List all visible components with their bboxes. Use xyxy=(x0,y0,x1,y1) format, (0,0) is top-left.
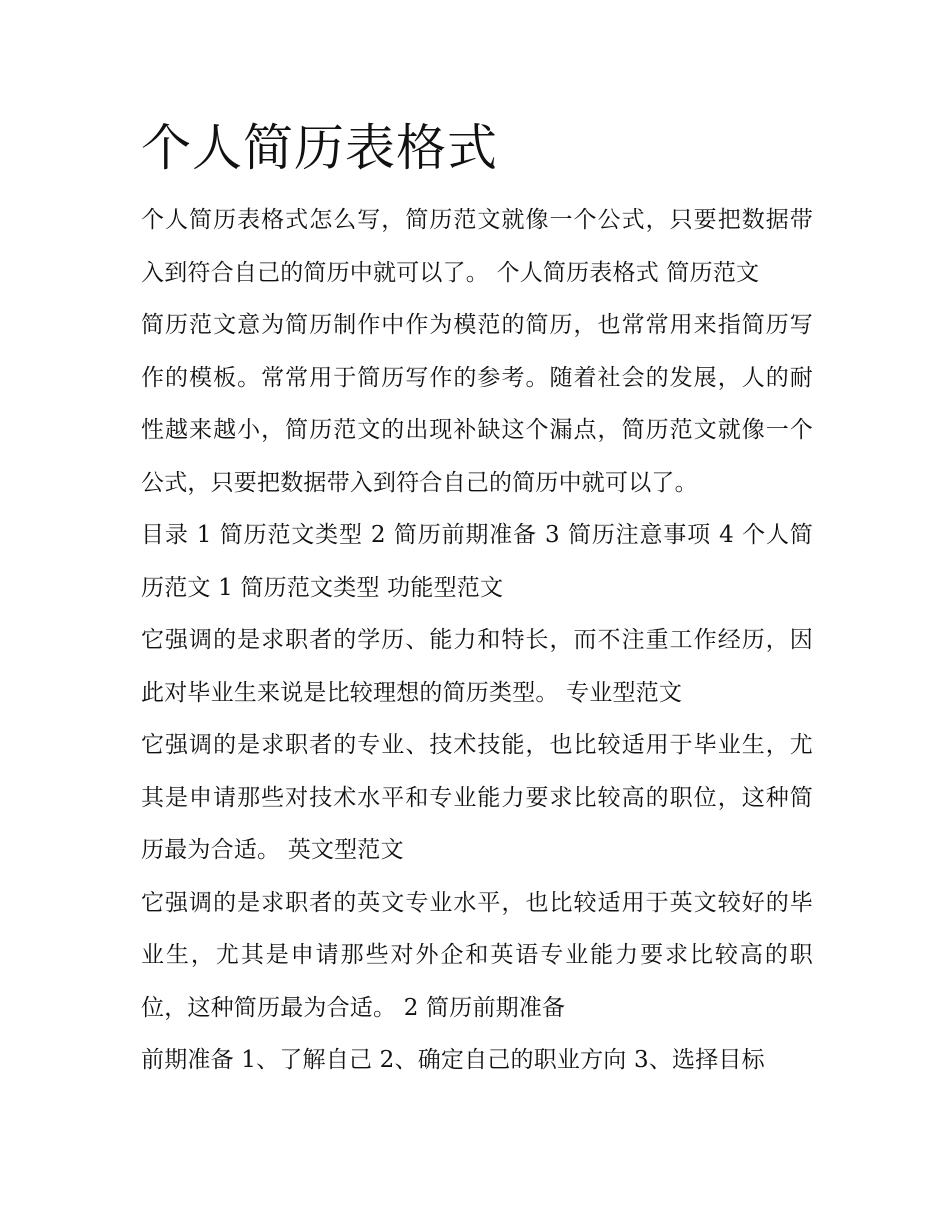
paragraph-professional-type: 它强调的是求职者的专业、技术技能，也比较适用于毕业生，尤其是申请那些对技术水平和专业能力要求比较高的职位，这种简历最为合适。 英文型范文 xyxy=(141,732,813,863)
paragraph-functional-type: 它强调的是求职者的学历、能力和特长，而不注重工作经历，因此对毕业生来说是比较理想的简历类型。 专业型范文 xyxy=(141,627,813,706)
document-page xyxy=(141,112,813,1087)
paragraph-preparation: 前期准备 1、了解自己 2、确定自己的职业方向 3、选择目标 xyxy=(141,1047,765,1073)
document-title: 个人简历表格式 xyxy=(141,119,498,177)
paragraph-intro: 个人简历表格式怎么写，简历范文就像一个公式，只要把数据带入到符合自己的简历中就可以了。 个人简历表格式 简历范文 xyxy=(141,207,813,286)
paragraph-english-type: 它强调的是求职者的英文专业水平，也比较适用于英文较好的毕业生，尤其是申请那些对外企和英语专业能力要求比较高的职位，这种简历最为合适。 2 简历前期准备 xyxy=(141,889,813,1021)
paragraph-definition: 简历范文意为简历制作中作为模范的简历，也常常用来指简历写作的模板。常常用于简历写作的参考。随着社会的发展，人的耐性越来越小，简历范文的出现补缺这个漏点，简历范文就像一个公式，只要把数据带入到符合自己的简历中就可以了。 xyxy=(141,312,813,496)
paragraph-contents: 目录 1 简历范文类型 2 简历前期准备 3 简历注意事项 4 个人简历范文 1 简历范文类型 功能型范文 xyxy=(141,522,813,601)
